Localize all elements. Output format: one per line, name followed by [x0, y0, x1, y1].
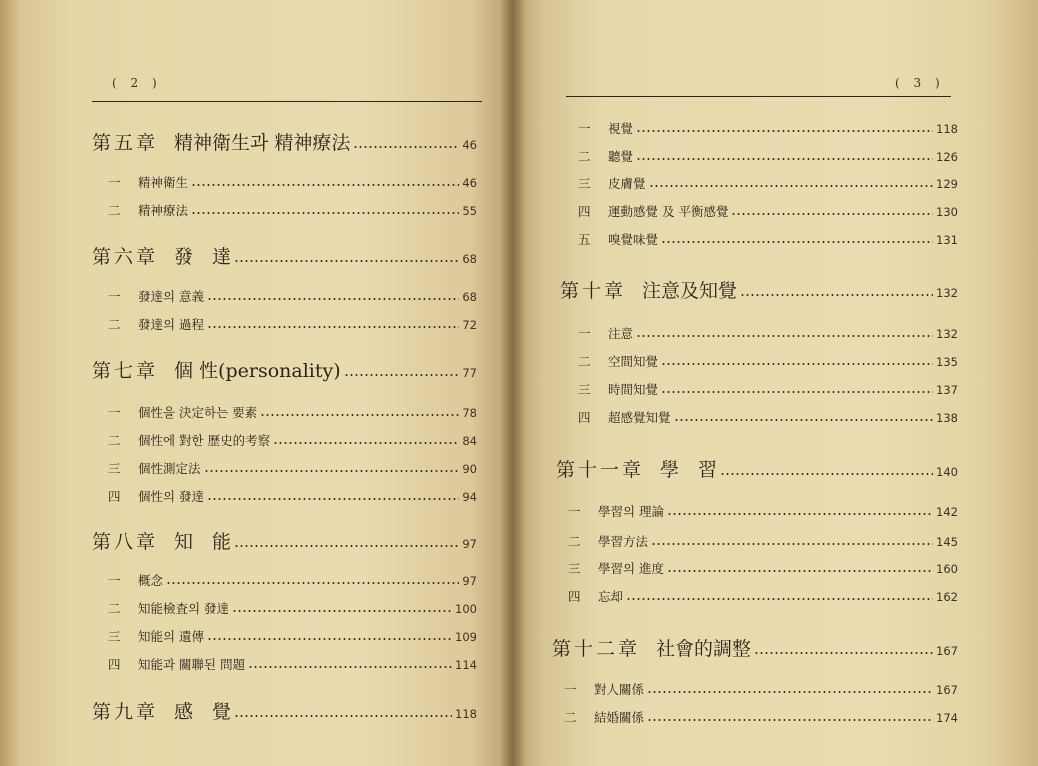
section-title: 個性에 對한 歷史的考察	[138, 433, 271, 448]
dot-leader	[191, 173, 459, 191]
chapter-title: 個 性(personality)	[174, 360, 341, 382]
section-number: 二	[108, 317, 121, 332]
chapter-title: 社會的調整	[656, 638, 752, 660]
left-page	[0, 0, 512, 766]
dot-leader	[636, 147, 933, 165]
section-title: 知能의 遺傳	[138, 629, 205, 644]
section-title: 知能과 關聯된 問題	[138, 657, 246, 672]
dot-leader	[353, 128, 459, 155]
page-ref: 55	[462, 204, 477, 218]
dot-leader	[649, 174, 934, 192]
section-number: 二	[108, 203, 121, 218]
dot-leader	[636, 119, 933, 137]
toc-chapter-8	[92, 527, 477, 554]
section-number: 五	[578, 232, 591, 247]
chapter-number: 第九章	[92, 701, 159, 723]
page-number: ( 2 )	[112, 76, 162, 90]
page-ref: 132	[936, 327, 958, 341]
dot-leader	[248, 655, 452, 673]
toc-section	[108, 627, 477, 645]
toc-section	[578, 324, 958, 342]
section-number: 二	[108, 601, 121, 616]
section-number: 一	[578, 121, 591, 136]
toc-section	[108, 431, 477, 449]
page-ref: 77	[462, 366, 477, 380]
section-title: 概念	[138, 573, 164, 588]
dot-leader	[667, 559, 933, 577]
page-ref: 46	[462, 176, 477, 190]
page-ref: 68	[462, 252, 477, 266]
page-ref: 167	[936, 683, 958, 697]
toc-section	[108, 571, 477, 589]
dot-leader	[207, 487, 459, 505]
dot-leader	[636, 324, 933, 342]
dot-leader	[207, 287, 459, 305]
chapter-number: 第五章	[92, 132, 159, 154]
chapter-number: 第七章	[92, 360, 159, 382]
section-number: 一	[578, 326, 591, 341]
toc-chapter-5	[92, 128, 477, 155]
page-ref: 68	[462, 290, 477, 304]
dot-leader	[647, 708, 933, 726]
toc-section	[578, 202, 958, 220]
dot-leader	[731, 202, 933, 220]
page-ref: 160	[936, 562, 958, 576]
toc-chapter-9	[92, 697, 477, 724]
section-number: 二	[108, 433, 121, 448]
page-ref: 84	[462, 434, 477, 448]
page-ref: 100	[455, 602, 477, 616]
dot-leader	[260, 403, 459, 421]
toc-chapter-12	[552, 634, 958, 661]
page-ref: 145	[936, 535, 958, 549]
section-title: 結婚關係	[594, 710, 645, 725]
section-title: 學習의 理論	[598, 504, 665, 519]
section-number: 二	[568, 534, 581, 549]
dot-leader	[661, 380, 933, 398]
toc-section	[568, 532, 958, 550]
book-gutter	[500, 0, 526, 766]
toc-section	[108, 599, 477, 617]
page-ref: 130	[936, 205, 958, 219]
dot-leader	[207, 315, 459, 333]
right-page	[512, 0, 1038, 766]
section-title: 超感覺知覺	[608, 410, 671, 425]
chapter-title: 感 覺	[174, 701, 232, 723]
section-number: 二	[578, 149, 591, 164]
section-title: 時間知覺	[608, 382, 659, 397]
page-ref: 129	[936, 177, 958, 191]
dot-leader	[232, 599, 452, 617]
section-number: 一	[108, 175, 121, 190]
page-ref: 72	[462, 318, 477, 332]
section-number: 三	[108, 629, 121, 644]
dot-leader	[661, 352, 933, 370]
toc-section	[578, 147, 958, 165]
dot-leader	[191, 201, 459, 219]
page-ref: 137	[936, 383, 958, 397]
section-number: 一	[568, 504, 581, 519]
page-ref: 162	[936, 590, 958, 604]
toc-chapter-7	[92, 356, 477, 383]
dot-leader	[667, 502, 933, 520]
chapter-number: 第十章	[560, 280, 627, 302]
section-title: 對人關係	[594, 682, 645, 697]
dot-leader	[234, 697, 452, 724]
dot-leader	[651, 532, 933, 550]
toc-section	[578, 408, 958, 426]
section-number: 三	[108, 461, 121, 476]
page-ref: 109	[455, 630, 477, 644]
page-ref: 138	[936, 411, 958, 425]
section-number: 四	[578, 204, 591, 219]
dot-leader	[204, 459, 460, 477]
dot-leader	[661, 230, 933, 248]
page-ref: 90	[462, 462, 477, 476]
page-ref: 78	[462, 406, 477, 420]
chapter-title: 發 達	[174, 246, 232, 268]
toc-section	[108, 201, 477, 219]
dot-leader	[754, 634, 933, 661]
section-number: 二	[578, 354, 591, 369]
toc-chapter-10	[560, 276, 958, 303]
toc-section	[108, 287, 477, 305]
header-rule	[92, 101, 482, 102]
page-ref: 126	[936, 150, 958, 164]
chapter-title: 知 能	[174, 531, 232, 553]
section-number: 三	[578, 176, 591, 191]
page-ref: 97	[462, 537, 477, 551]
dot-leader	[234, 242, 459, 269]
section-title: 學習方法	[598, 534, 649, 549]
section-title: 聽覺	[608, 149, 634, 164]
page-ref: 174	[936, 711, 958, 725]
page-ref: 167	[936, 644, 958, 658]
section-number: 三	[568, 561, 581, 576]
chapter-title: 精神衛生과 精神療法	[174, 132, 351, 154]
page-ref: 140	[936, 465, 958, 479]
section-title: 發達의 意義	[138, 289, 205, 304]
chapter-number: 第八章	[92, 531, 159, 553]
section-title: 空間知覺	[608, 354, 659, 369]
section-title: 學習의 進度	[598, 561, 665, 576]
dot-leader	[720, 455, 933, 482]
section-number: 四	[568, 589, 581, 604]
page-ref: 142	[936, 505, 958, 519]
section-title: 個性을 決定하는 要素	[138, 405, 258, 420]
toc-section	[108, 487, 477, 505]
toc-section	[578, 352, 958, 370]
section-number: 四	[108, 657, 121, 672]
toc-chapter-11	[556, 455, 958, 482]
toc-section	[568, 502, 958, 520]
section-title: 忘却	[598, 589, 624, 604]
section-number: 一	[108, 573, 121, 588]
page-number: ( 3 )	[895, 76, 945, 90]
page-ref: 97	[462, 574, 477, 588]
toc-section	[578, 119, 958, 137]
toc-chapter-6	[92, 242, 477, 269]
section-title: 知能檢査의 發達	[138, 601, 230, 616]
dot-leader	[344, 356, 460, 383]
dot-leader	[740, 276, 933, 303]
chapter-number: 第十二章	[552, 638, 641, 660]
dot-leader	[166, 571, 459, 589]
dot-leader	[674, 408, 934, 426]
page-ref: 118	[936, 122, 958, 136]
section-title: 精神衛生	[138, 175, 189, 190]
section-title: 個性測定法	[138, 461, 201, 476]
section-number: 一	[564, 682, 577, 697]
toc-section	[568, 587, 958, 605]
toc-section	[578, 230, 958, 248]
section-number: 一	[108, 289, 121, 304]
section-title: 嗅覺味覺	[608, 232, 659, 247]
header-rule	[566, 96, 951, 97]
toc-section	[108, 459, 477, 477]
page-ref: 114	[455, 658, 477, 672]
toc-section	[108, 655, 477, 673]
toc-section	[108, 403, 477, 421]
toc-section	[564, 680, 958, 698]
section-title: 視覺	[608, 121, 634, 136]
dot-leader	[207, 627, 452, 645]
page-ref: 132	[936, 286, 958, 300]
page-ref: 94	[462, 490, 477, 504]
section-title: 發達의 過程	[138, 317, 205, 332]
section-title: 皮膚覺	[608, 176, 646, 191]
dot-leader	[647, 680, 933, 698]
section-title: 注意	[608, 326, 634, 341]
section-number: 四	[108, 489, 121, 504]
chapter-number: 第十一章	[556, 459, 645, 481]
section-number: 二	[564, 710, 577, 725]
toc-section	[564, 708, 958, 726]
dot-leader	[273, 431, 459, 449]
toc-section	[108, 173, 477, 191]
toc-section	[568, 559, 958, 577]
page-ref: 135	[936, 355, 958, 369]
toc-section	[578, 380, 958, 398]
toc-section	[578, 174, 958, 192]
dot-leader	[234, 527, 459, 554]
section-title: 精神療法	[138, 203, 189, 218]
section-title: 運動感覺 及 平衡感覺	[608, 204, 729, 219]
chapter-title: 學 習	[660, 459, 718, 481]
page-ref: 46	[462, 138, 477, 152]
section-number: 一	[108, 405, 121, 420]
chapter-title: 注意及知覺	[642, 280, 738, 302]
page-ref: 131	[936, 233, 958, 247]
page-ref: 118	[455, 707, 477, 721]
chapter-number: 第六章	[92, 246, 159, 268]
section-number: 四	[578, 410, 591, 425]
section-title: 個性의 發達	[138, 489, 205, 504]
section-number: 三	[578, 382, 591, 397]
toc-section	[108, 315, 477, 333]
dot-leader	[626, 587, 933, 605]
